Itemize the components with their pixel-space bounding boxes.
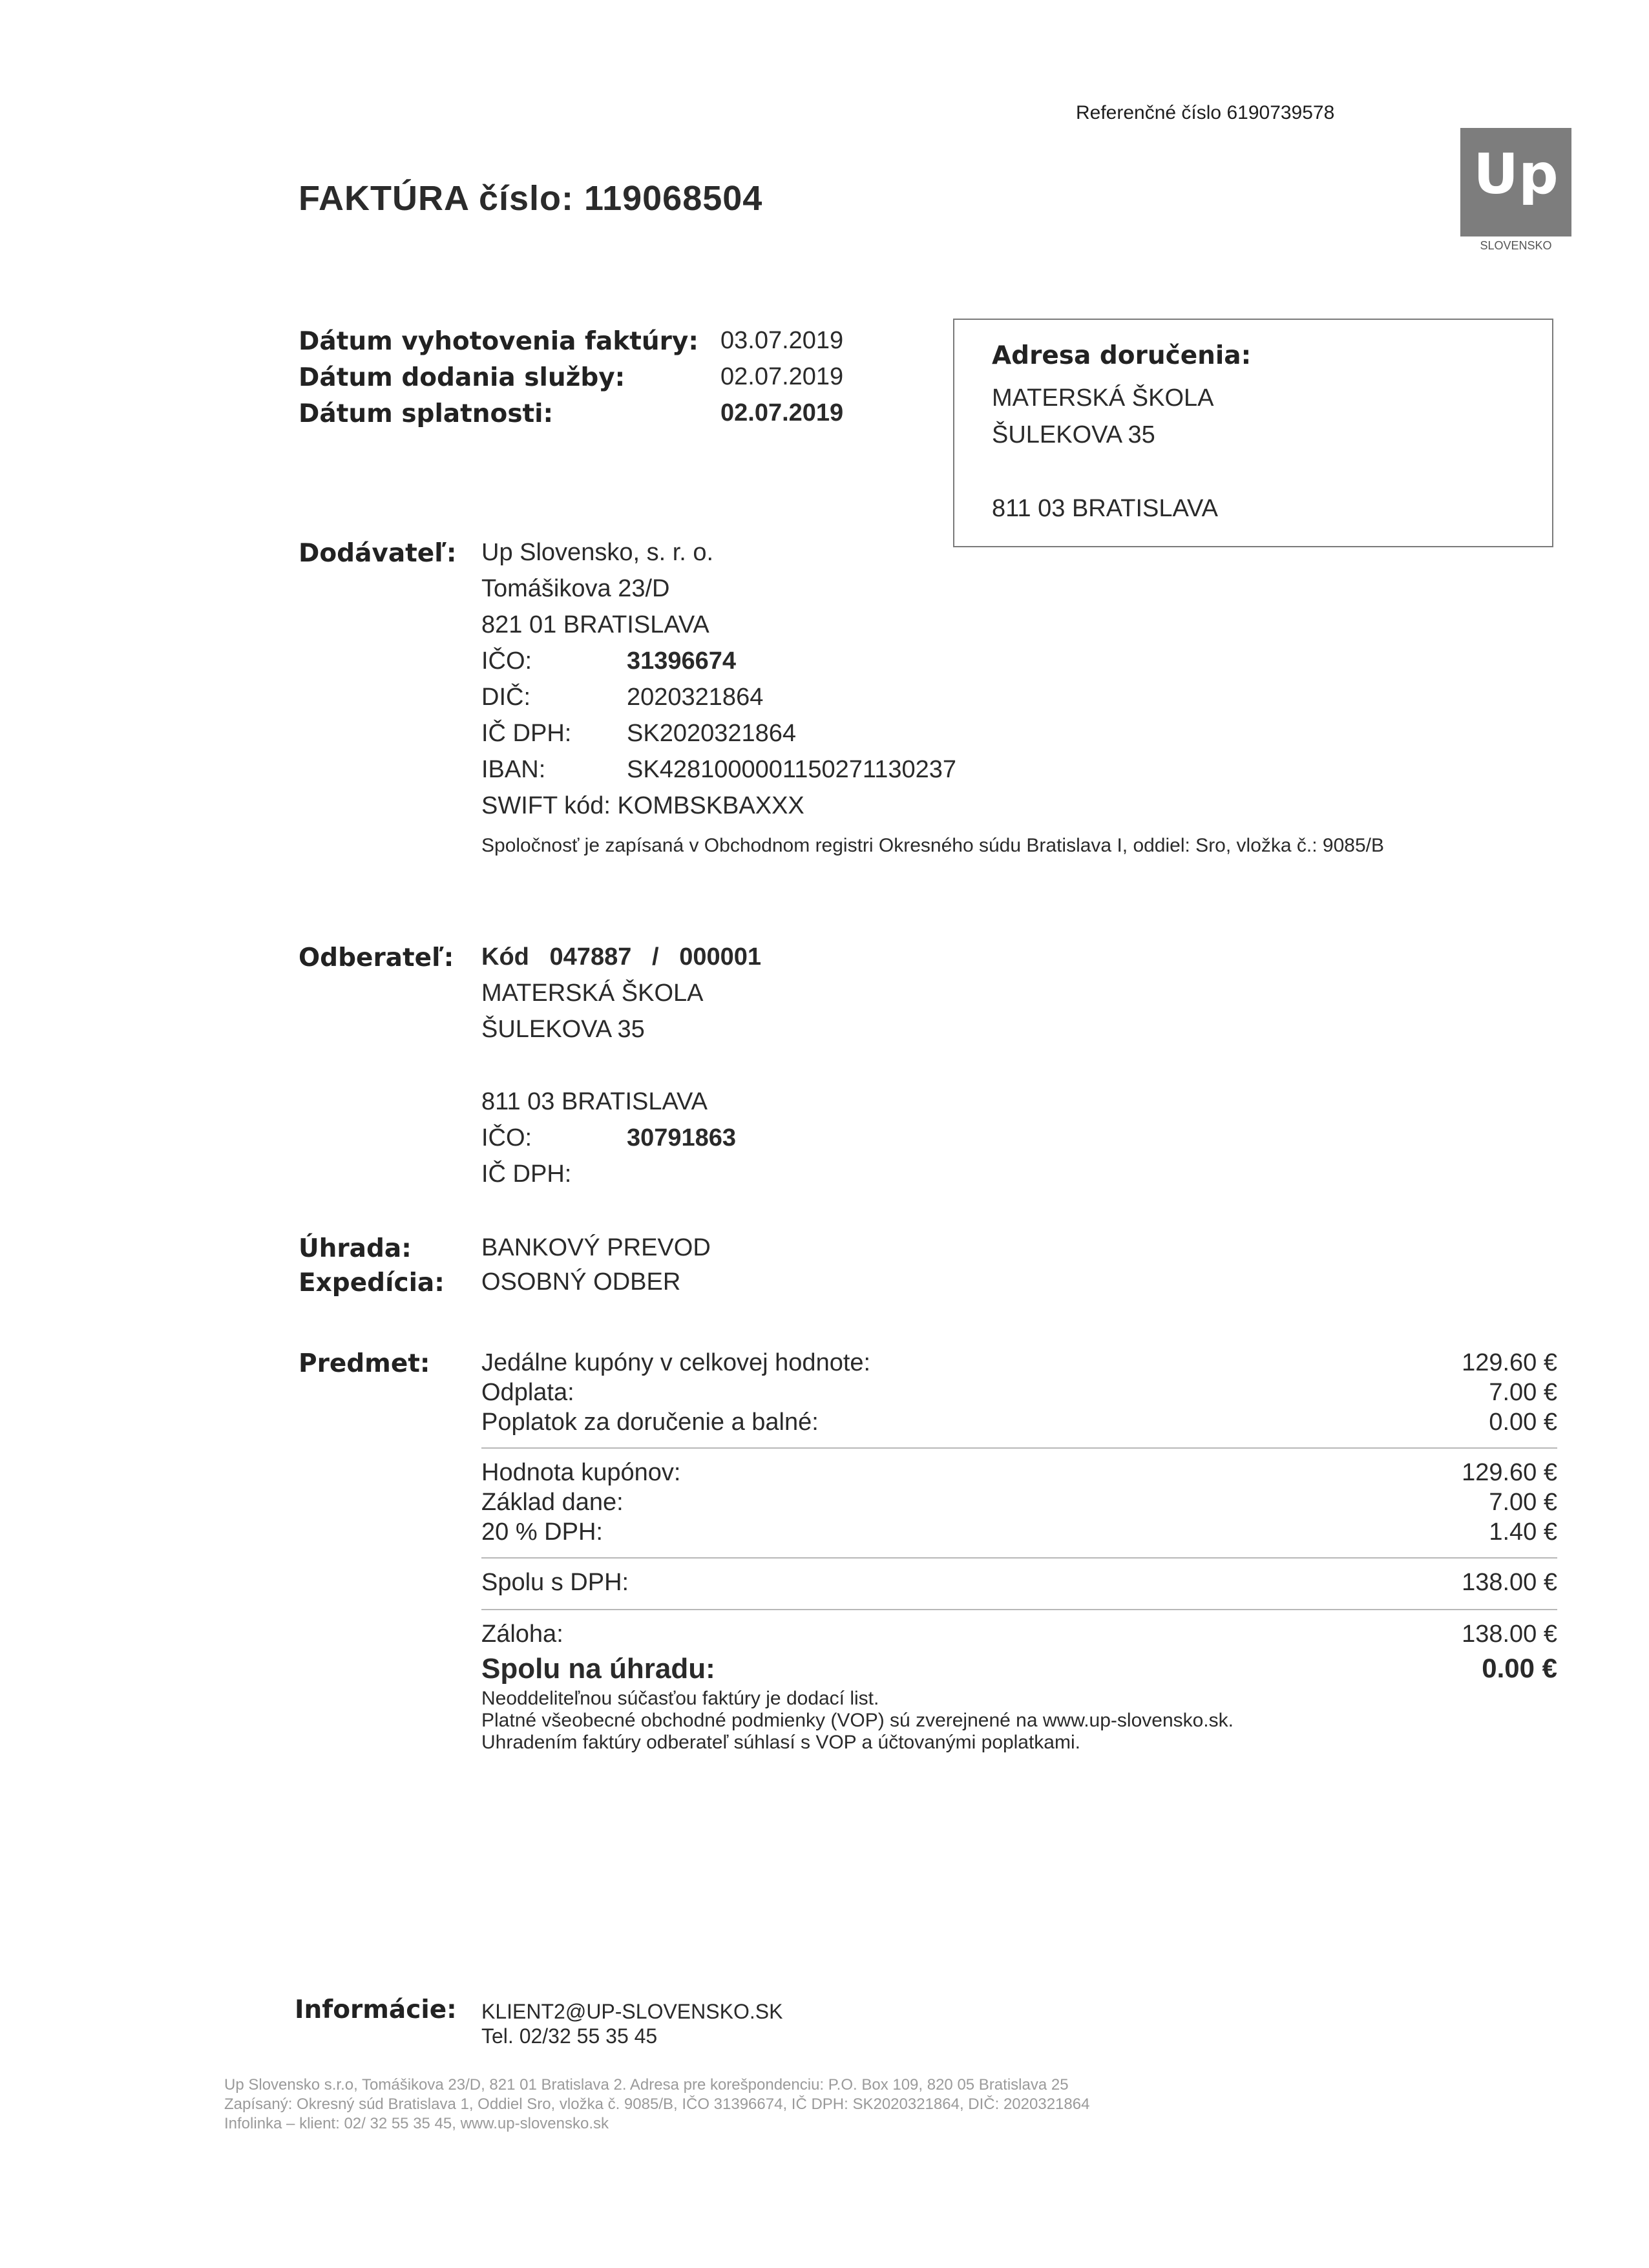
- row-label-coupons-total: Jedálne kupóny v celkovej hodnote:: [481, 1349, 871, 1376]
- subject-label: Predmet:: [299, 1349, 430, 1378]
- row-label-tax-base: Základ dane:: [481, 1489, 624, 1516]
- customer-icdph-label: IČ DPH:: [481, 1160, 572, 1188]
- row-amount-coupon-value: 129.60 €: [1462, 1459, 1557, 1486]
- note-terms: Platné všeobecné obchodné podmienky (VOP) sú zverejnené na www.up-slovensko.sk.: [481, 1710, 1234, 1731]
- up-logo: [1460, 128, 1571, 236]
- footer-line2: Zapísaný: Okresný súd Bratislava 1, Oddiel Sro, vložka č. 9085/B, IČO 31396674, IČ DPH: SK2020321864, DIČ: 2020321864: [224, 2095, 1090, 2113]
- row-label-fee: Odplata:: [481, 1379, 574, 1406]
- supplier-icdph-label: IČ DPH:: [481, 720, 572, 747]
- issue-date-value: 03.07.2019: [720, 327, 844, 354]
- invoice-title: FAKTÚRA číslo: 119068504: [299, 179, 763, 218]
- row-amount-total-with-vat: 138.00 €: [1462, 1569, 1557, 1596]
- divider: [481, 1609, 1557, 1610]
- expedition-label: Expedícia:: [299, 1268, 445, 1297]
- expedition-value: OSOBNÝ ODBER: [481, 1268, 681, 1296]
- supplier-label: Dodávateľ:: [299, 539, 457, 568]
- customer-label: Odberateľ:: [299, 943, 454, 972]
- row-label-delivery-fee: Poplatok za doručenie a balné:: [481, 1409, 819, 1436]
- divider: [481, 1557, 1557, 1559]
- row-label-coupon-value: Hodnota kupónov:: [481, 1459, 681, 1486]
- divider: [481, 1447, 1557, 1449]
- customer-code: Kód 047887 / 000001: [481, 943, 762, 971]
- customer-ico: 30791863: [627, 1124, 737, 1151]
- customer-city: 811 03 BRATISLAVA: [481, 1088, 708, 1115]
- delivery-address-line1: MATERSKÁ ŠKOLA: [992, 384, 1214, 412]
- reference-number: Referenčné číslo 6190739578: [1076, 102, 1335, 123]
- payment-label: Úhrada:: [299, 1234, 412, 1263]
- note-agreement: Uhradením faktúry odberateľ súhlasí s VOP a účtovanými poplatkami.: [481, 1732, 1080, 1753]
- total-due-amount: 0.00 €: [1482, 1653, 1557, 1683]
- supplier-city: 821 01 BRATISLAVA: [481, 611, 709, 638]
- supplier-dic: 2020321864: [627, 684, 764, 711]
- supplier-iban: SK4281000001150271130237: [627, 756, 956, 783]
- supplier-swift: SWIFT kód: KOMBSKBAXXX: [481, 792, 804, 819]
- supplier-street: Tomášikova 23/D: [481, 575, 670, 602]
- row-label-deposit: Záloha:: [481, 1621, 563, 1648]
- due-date-value: 02.07.2019: [720, 399, 844, 426]
- footer-line1: Up Slovensko s.r.o, Tomášikova 23/D, 821 01 Bratislava 2. Adresa pre korešpondenciu: P.O. Box 109, 820 05 Bratislava 25: [224, 2076, 1069, 2094]
- supplier-icdph: SK2020321864: [627, 720, 797, 747]
- row-amount-delivery-fee: 0.00 €: [1489, 1409, 1557, 1436]
- customer-street: ŠULEKOVA 35: [481, 1016, 645, 1043]
- delivery-address-line3: 811 03 BRATISLAVA: [992, 495, 1218, 522]
- supplier-name: Up Slovensko, s. r. o.: [481, 539, 714, 566]
- payment-value: BANKOVÝ PREVOD: [481, 1234, 711, 1261]
- info-email: KLIENT2@UP-SLOVENSKO.SK: [481, 2000, 783, 2023]
- row-label-total-with-vat: Spolu s DPH:: [481, 1569, 629, 1596]
- info-label: Informácie:: [295, 1995, 457, 2024]
- supplier-register-note: Spoločnosť je zapísaná v Obchodnom registri Okresného súdu Bratislava I, oddiel: Sro, vložka č.: 9085/B: [481, 835, 1384, 856]
- supplier-iban-label: IBAN:: [481, 756, 546, 783]
- row-label-vat: 20 % DPH:: [481, 1518, 603, 1546]
- row-amount-coupons-total: 129.60 €: [1462, 1349, 1557, 1376]
- delivery-date-label: Dátum dodania služby:: [299, 363, 625, 392]
- delivery-address-line2: ŠULEKOVA 35: [992, 421, 1155, 448]
- note-delivery-list: Neoddeliteľnou súčasťou faktúry je dodací list.: [481, 1688, 879, 1709]
- logo-text: Up: [1473, 142, 1559, 207]
- customer-ico-label: IČO:: [481, 1124, 532, 1151]
- issue-date-label: Dátum vyhotovenia faktúry:: [299, 327, 698, 356]
- delivery-address-heading: Adresa doručenia:: [992, 341, 1252, 370]
- logo-subtitle: SLOVENSKO: [1480, 239, 1552, 252]
- delivery-date-value: 02.07.2019: [720, 363, 844, 390]
- customer-name: MATERSKÁ ŠKOLA: [481, 980, 704, 1007]
- info-phone: Tel. 02/32 55 35 45: [481, 2024, 658, 2048]
- supplier-dic-label: DIČ:: [481, 684, 530, 711]
- supplier-ico-label: IČO:: [481, 647, 532, 675]
- supplier-ico: 31396674: [627, 647, 737, 675]
- total-due-label: Spolu na úhradu:: [481, 1653, 715, 1685]
- due-date-label: Dátum splatnosti:: [299, 399, 554, 428]
- row-amount-vat: 1.40 €: [1489, 1518, 1557, 1546]
- row-amount-deposit: 138.00 €: [1462, 1621, 1557, 1648]
- row-amount-tax-base: 7.00 €: [1489, 1489, 1557, 1516]
- row-amount-fee: 7.00 €: [1489, 1379, 1557, 1406]
- footer-line3: Infolinka – klient: 02/ 32 55 35 45, www.up-slovensko.sk: [224, 2115, 609, 2132]
